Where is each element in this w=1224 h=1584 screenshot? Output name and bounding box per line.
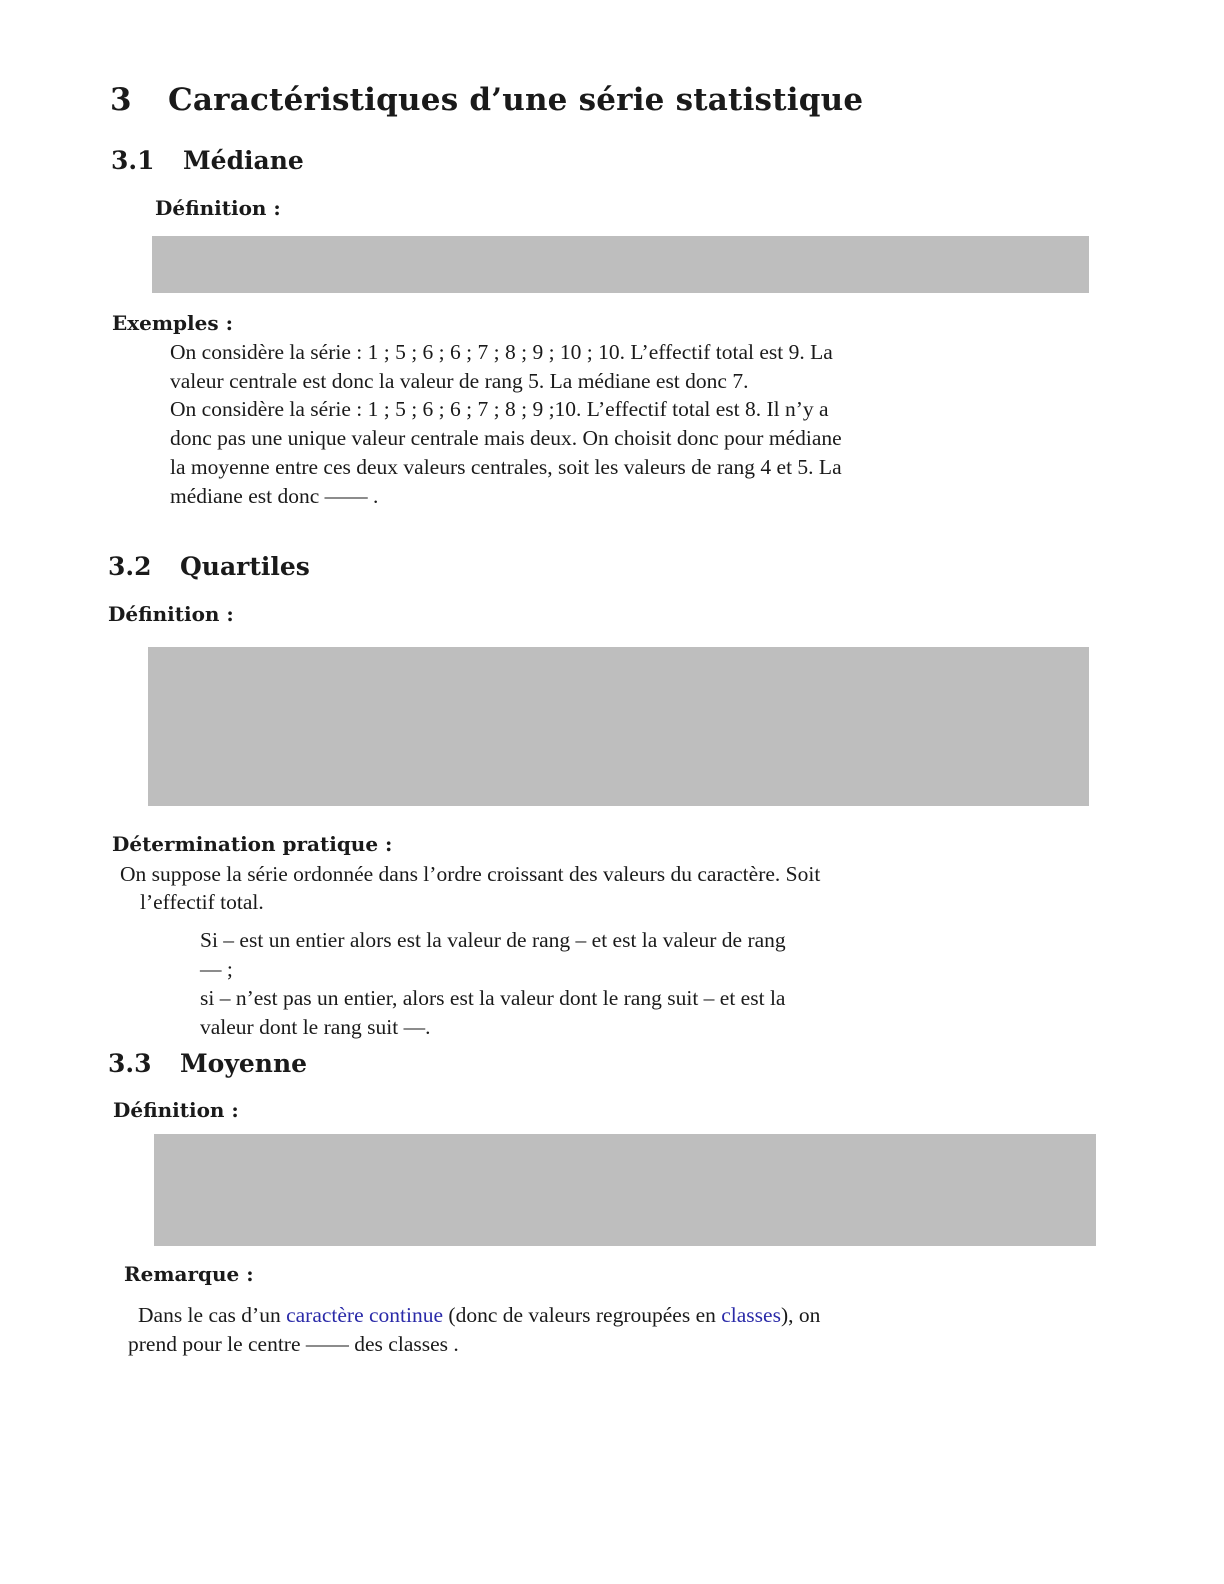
definition-hidden-box xyxy=(148,647,1089,806)
link-classes[interactable]: classes xyxy=(721,1303,781,1327)
subsection-number: 3.3 xyxy=(108,1049,152,1078)
rule-line: Si – est un entier alors est la valeur de rang – et est la valeur de rang xyxy=(200,928,786,952)
subsection-number: 3.1 xyxy=(111,146,155,175)
section-title xyxy=(110,82,863,118)
example-line: donc pas une unique valeur centrale mais deux. On choisit donc pour médiane xyxy=(170,426,842,450)
subsection-title-text: Médiane xyxy=(183,146,304,175)
intro-line: On suppose la série ordonnée dans l’ordre croissant des valeurs du caractère. Soit xyxy=(120,862,821,886)
rule-line: si – n’est pas un entier, alors est la valeur dont le rang suit – et est la xyxy=(200,986,786,1010)
determination-label: Détermination pratique : xyxy=(112,832,393,856)
remark-text: Dans le cas d’un xyxy=(138,1303,287,1327)
remark-text: (donc de valeurs regroupées en xyxy=(443,1303,722,1327)
link-caractere-continue[interactable]: caractère continue xyxy=(286,1303,444,1327)
remark-line: prend pour le centre —— des classes . xyxy=(128,1332,459,1356)
remark-label: Remarque : xyxy=(124,1262,254,1286)
subsection-title-moyenne xyxy=(108,1049,307,1078)
example-line: On considère la série : 1 ; 5 ; 6 ; 6 ; 7 ; 8 ; 9 ; 10 ; 10. L’effectif total est 9. La xyxy=(170,340,833,364)
example-line: médiane est donc —— . xyxy=(170,484,379,508)
section-title-text: Caractéristiques d’une série statistique xyxy=(168,82,864,118)
rule-line: valeur dont le rang suit —. xyxy=(200,1015,431,1039)
remark-line xyxy=(138,1301,820,1330)
rule-line: — ; xyxy=(200,957,233,981)
example-line: valeur centrale est donc la valeur de rang 5. La médiane est donc 7. xyxy=(170,369,749,393)
subsection-title-text: Quartiles xyxy=(180,552,310,581)
remark-text: ), on xyxy=(780,1303,821,1327)
subsection-title-text: Moyenne xyxy=(180,1049,308,1078)
definition-label: Définition : xyxy=(108,602,234,626)
subsection-number: 3.2 xyxy=(108,552,152,581)
section-number: 3 xyxy=(110,82,132,118)
example-line: On considère la série : 1 ; 5 ; 6 ; 6 ; 7 ; 8 ; 9 ;10. L’effectif total est 8. Il n’y a xyxy=(170,397,829,421)
definition-label: Définition : xyxy=(113,1098,239,1122)
intro-line: l’effectif total. xyxy=(140,890,264,914)
example-line: la moyenne entre ces deux valeurs centrales, soit les valeurs de rang 4 et 5. La xyxy=(170,455,842,479)
definition-hidden-box xyxy=(154,1134,1096,1246)
subsection-title-quartiles xyxy=(108,552,310,581)
subsection-title-mediane xyxy=(111,146,304,175)
definition-label: Définition : xyxy=(155,196,281,220)
definition-hidden-box xyxy=(152,236,1089,293)
examples-label: Exemples : xyxy=(112,311,233,335)
